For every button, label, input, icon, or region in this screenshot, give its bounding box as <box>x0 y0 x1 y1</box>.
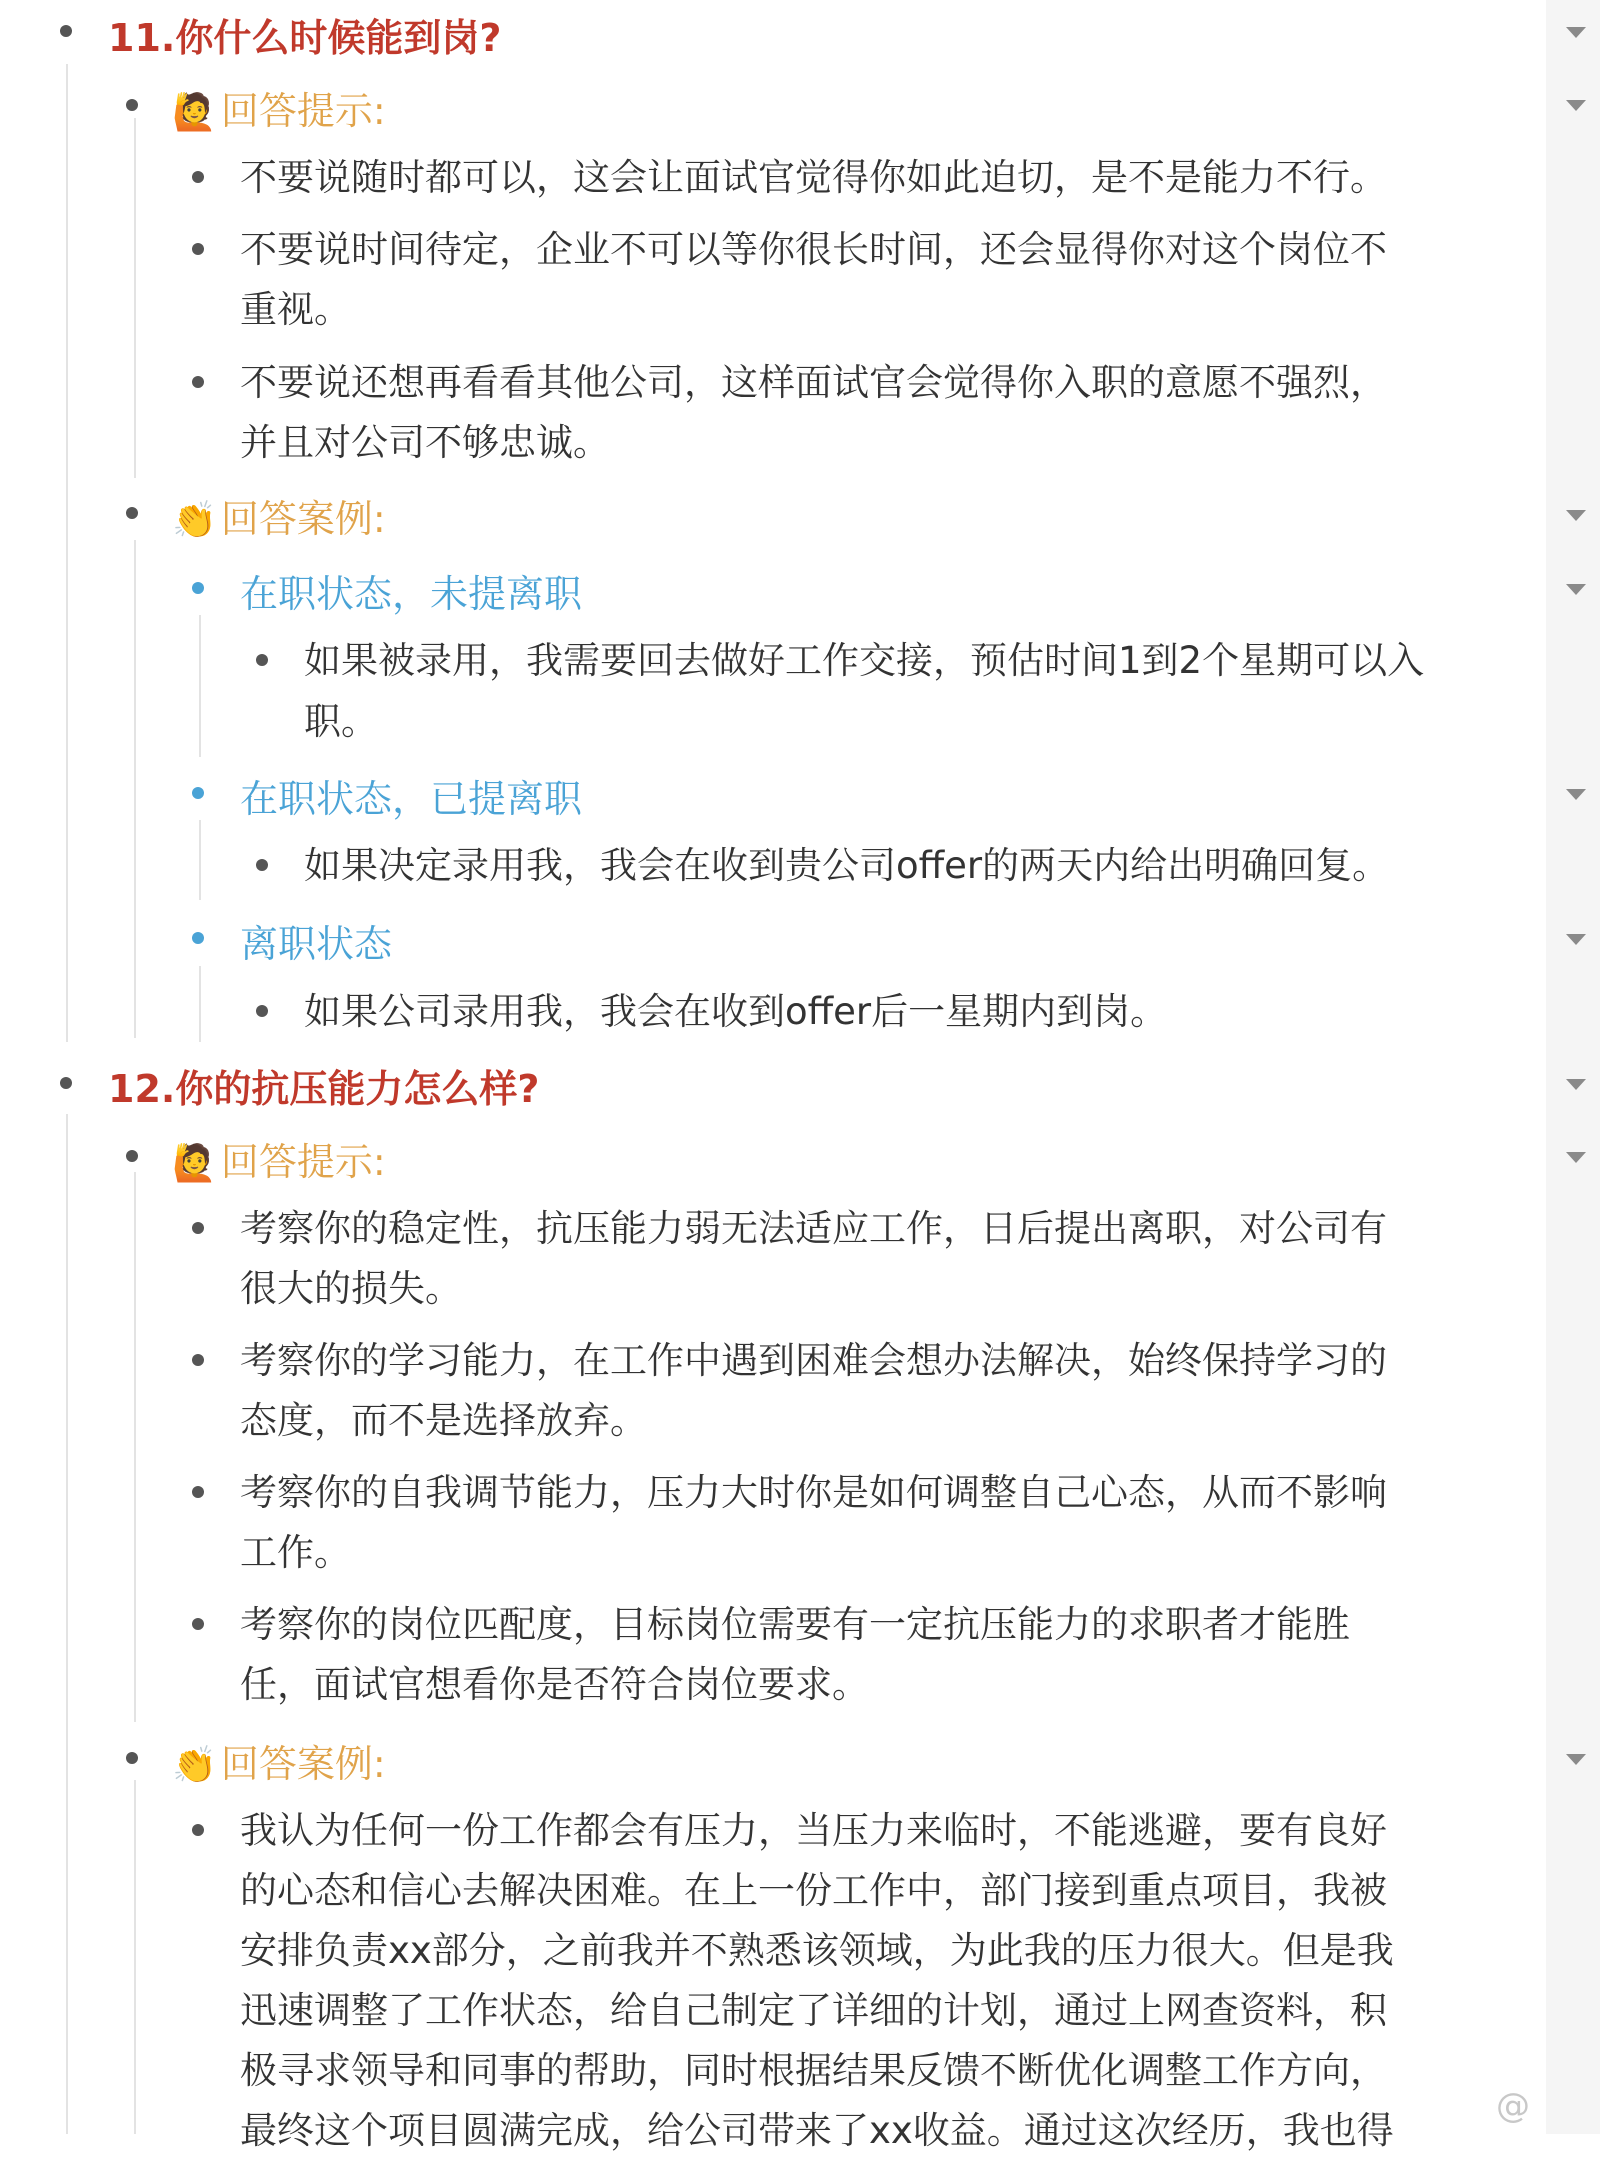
case-line: 如果公司录用我，我会在收到offer后一星期内到岗。 <box>304 990 1168 1033</box>
sub-bullet <box>192 932 204 944</box>
hint-item-cont: 态度，而不是选择放弃。 <box>240 1399 647 1442</box>
case-label: 回答案例: <box>220 1742 386 1786</box>
section-bullet <box>60 25 72 37</box>
hint-bullet <box>126 99 138 111</box>
case-heading-12 <box>172 1733 386 1788</box>
list-bullet <box>256 1005 268 1017</box>
hint-label: 回答提示: <box>220 1140 386 1184</box>
case-paragraph-line: 最终这个项目圆满完成，给公司带来了xx收益。通过这次经历，我也得 <box>240 2109 1394 2152</box>
hint-item-cont: 重视。 <box>240 288 351 331</box>
hint-heading-11 <box>172 80 386 135</box>
hint-item-cont: 任，面试官想看你是否符合岗位要求。 <box>240 1663 869 1706</box>
hint-bullet <box>126 1150 138 1162</box>
section-title-11: 11.你什么时候能到岗? <box>108 16 502 60</box>
case-paragraph-line: 安排负责xx部分，之前我并不熟悉该领域，为此我的压力很大。但是我 <box>240 1929 1394 1972</box>
case-bullet <box>126 507 138 519</box>
clapping-hands-icon: 👏 <box>172 1745 217 1786</box>
list-bullet <box>192 376 204 388</box>
list-bullet <box>192 1354 204 1366</box>
list-bullet <box>192 171 204 183</box>
section-title-12: 12.你的抗压能力怎么样? <box>108 1067 540 1111</box>
case-paragraph-line: 我认为任何一份工作都会有压力，当压力来临时，不能逃避，要有良好 <box>240 1809 1387 1852</box>
collapse-arrow-icon[interactable] <box>1566 934 1586 945</box>
list-bullet <box>192 1824 204 1836</box>
guide-line-hint-11 <box>134 118 136 478</box>
guide-line-sub-1 <box>199 615 201 757</box>
list-bullet <box>192 243 204 255</box>
sub-bullet <box>192 787 204 799</box>
case-paragraph-line: 极寻求领导和同事的帮助，同时根据结果反馈不断优化调整工作方向， <box>240 2049 1387 2092</box>
hint-item-cont: 很大的损失。 <box>240 1267 462 1310</box>
case-heading-11 <box>172 488 386 543</box>
guide-line-case-12 <box>134 1780 136 2134</box>
collapse-arrow-icon[interactable] <box>1566 1754 1586 1765</box>
case-bullet <box>126 1752 138 1764</box>
collapse-arrow-icon[interactable] <box>1566 584 1586 595</box>
case-sub-title: 在职状态，未提离职 <box>240 572 583 616</box>
hint-item: 不要说随时都可以，这会让面试官觉得你如此迫切，是不是能力不行。 <box>240 156 1387 199</box>
collapse-arrow-icon[interactable] <box>1566 789 1586 800</box>
case-line-cont: 职。 <box>304 700 378 743</box>
collapse-arrow-icon[interactable] <box>1566 1152 1586 1163</box>
guide-line-case-11 <box>134 540 136 1038</box>
raising-hand-icon: 🙋 <box>172 1143 217 1184</box>
sub-bullet <box>192 582 204 594</box>
case-line: 如果被录用，我需要回去做好工作交接，预估时间1到2个星期可以入 <box>304 639 1425 682</box>
hint-item: 不要说还想再看看其他公司，这样面试官会觉得你入职的意愿不强烈， <box>240 361 1387 404</box>
case-paragraph-line: 迅速调整了工作状态，给自己制定了详细的计划，通过上网查资料，积 <box>240 1989 1387 2032</box>
case-label: 回答案例: <box>220 497 386 541</box>
hint-item: 不要说时间待定，企业不可以等你很长时间，还会显得你对这个岗位不 <box>240 228 1387 271</box>
collapse-gutter <box>1546 0 1600 2134</box>
hint-label: 回答提示: <box>220 89 386 133</box>
guide-line-sub-3 <box>199 966 201 1042</box>
list-bullet <box>192 1486 204 1498</box>
guide-line-hint-12 <box>134 1172 136 1722</box>
list-bullet <box>192 1222 204 1234</box>
case-sub-title: 离职状态 <box>240 922 393 966</box>
guide-line-section-12 <box>66 1114 68 2134</box>
guide-line-section-11 <box>66 64 68 1042</box>
list-bullet <box>256 859 268 871</box>
case-line: 如果决定录用我，我会在收到贵公司offer的两天内给出明确回复。 <box>304 844 1390 887</box>
hint-item-cont: 并且对公司不够忠诚。 <box>240 421 610 464</box>
hint-item: 考察你的自我调节能力，压力大时你是如何调整自己心态，从而不影响 <box>240 1471 1387 1514</box>
guide-line-sub-2 <box>199 820 201 900</box>
collapse-arrow-icon[interactable] <box>1566 510 1586 521</box>
hint-item: 考察你的学习能力，在工作中遇到困难会想办法解决，始终保持学习的 <box>240 1339 1387 1382</box>
list-bullet <box>192 1618 204 1630</box>
collapse-arrow-icon[interactable] <box>1566 100 1586 111</box>
case-paragraph-line: 的心态和信心去解决困难。在上一份工作中，部门接到重点项目，我被 <box>240 1869 1387 1912</box>
hint-item: 考察你的岗位匹配度，目标岗位需要有一定抗压能力的求职者才能胜 <box>240 1603 1350 1646</box>
case-sub-title: 在职状态，已提离职 <box>240 777 583 821</box>
section-bullet <box>60 1077 72 1089</box>
clapping-hands-icon: 👏 <box>172 500 217 541</box>
hint-item-cont: 工作。 <box>240 1531 351 1574</box>
collapse-arrow-icon[interactable] <box>1566 1079 1586 1090</box>
watermark: @ <box>1496 2086 1530 2126</box>
hint-item: 考察你的稳定性，抗压能力弱无法适应工作，日后提出离职，对公司有 <box>240 1207 1387 1250</box>
list-bullet <box>256 654 268 666</box>
collapse-arrow-icon[interactable] <box>1566 27 1586 38</box>
hint-heading-12 <box>172 1131 386 1186</box>
raising-hand-icon: 🙋 <box>172 92 217 133</box>
